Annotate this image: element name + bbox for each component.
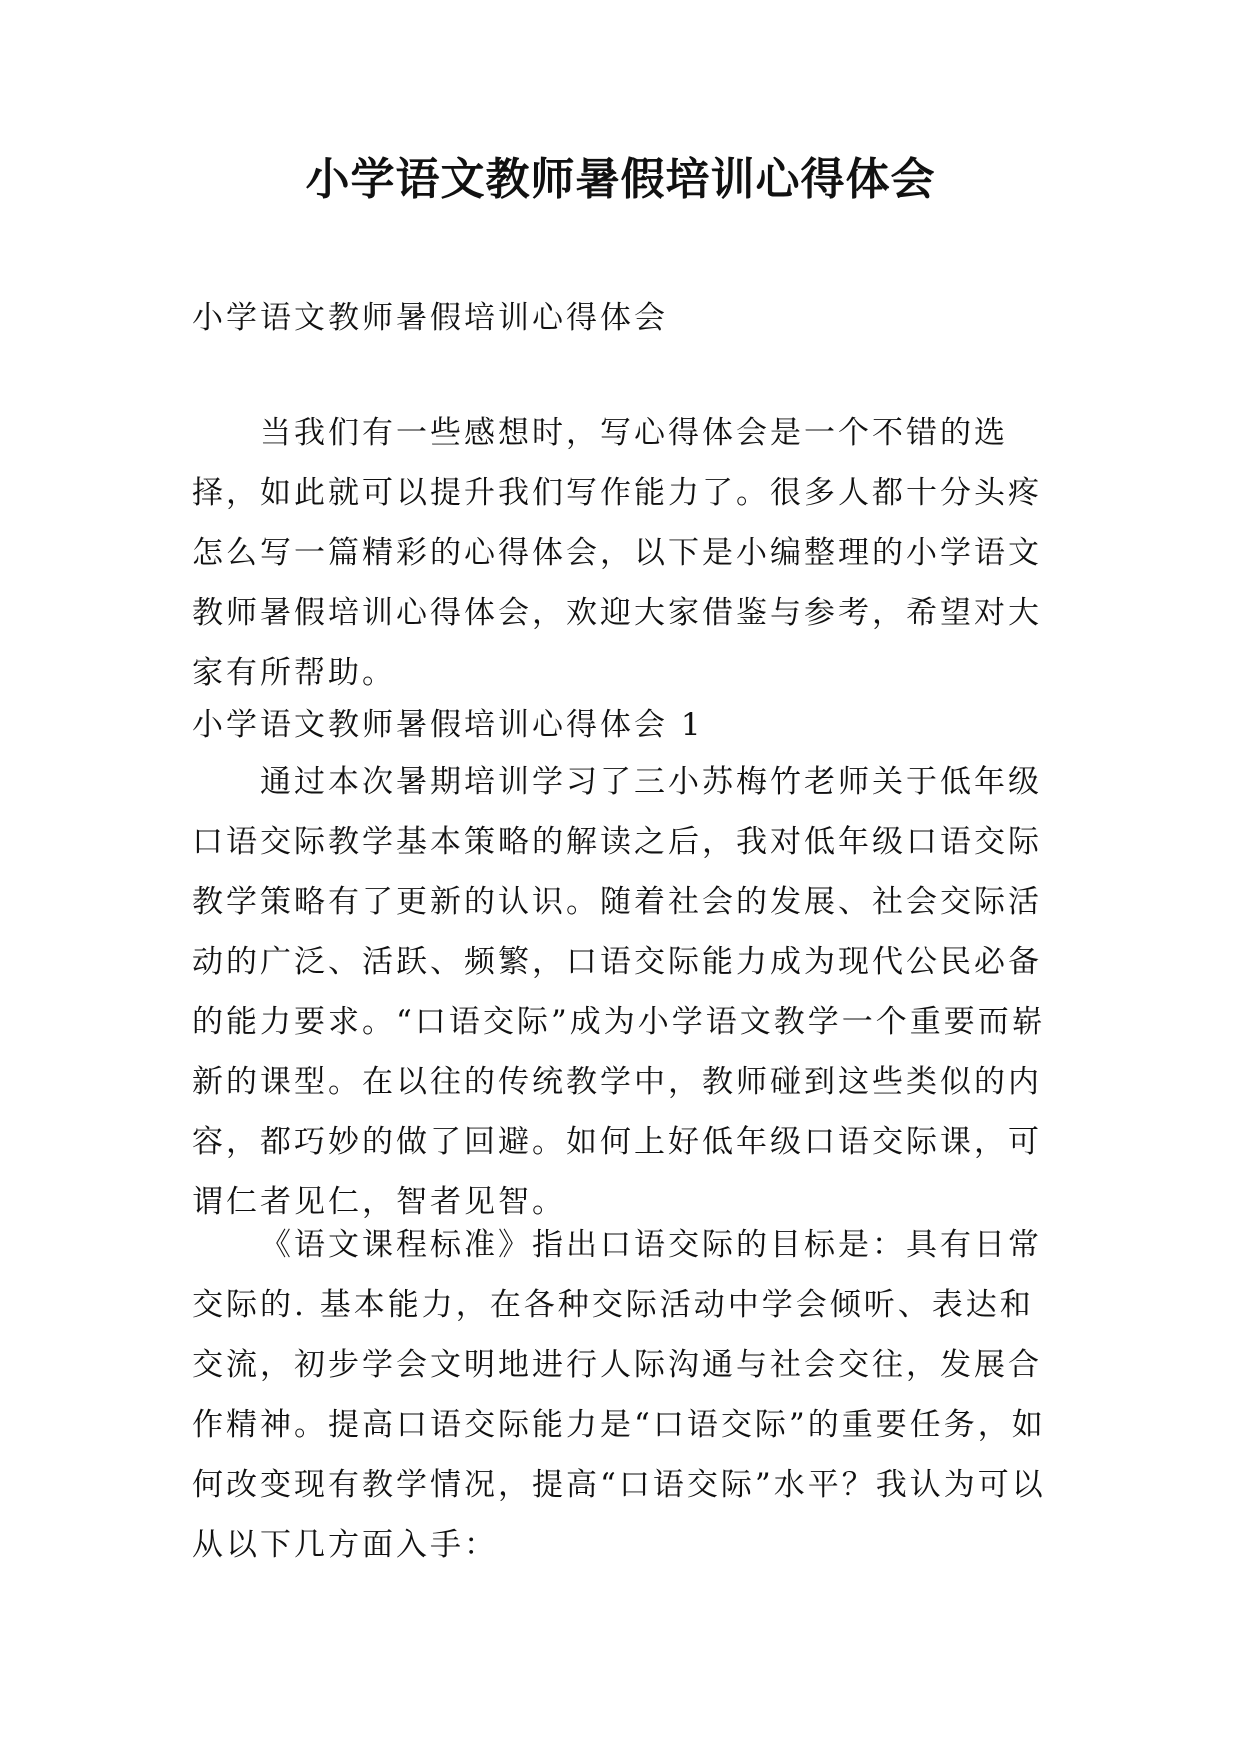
body-paragraph-2: 《语文课程标准》指出口语交际的目标是：具有日常交际的. 基本能力，在各种交际活动中学会倾听、表达和交流，初步学会文明地进行人际沟通与社会交往，发展合作精神。提高口语交际能力是“口语交际”的重要任务，如何改变现有教学情况，提高“口语交际”水平？我认为可以从以下几方面入手： (192, 1227, 1046, 1563)
intro-paragraph: 当我们有一些感想时，写心得体会是一个不错的选择，如此就可以提升我们写作能力了。很多人都十分头疼怎么写一篇精彩的心得体会，以下是小编整理的小学语文教师暑假培训心得体会，欢迎大家借鉴与参考，希望对大家有所帮助。 (192, 415, 1042, 691)
document-title: 小学语文教师暑假培训心得体会 (305, 154, 936, 205)
body-paragraph-1: 通过本次暑期培训学习了三小苏梅竹老师关于低年级口语交际教学基本策略的解读之后，我对低年级口语交际教学策略有了更新的认识。随着社会的发展、社会交际活动的广泛、活跃、频繁，口语交际能力成为现代公民必备的能力要求。“口语交际”成为小学语文教学一个重要而崭新的课型。在以往的传统教学中，教师碰到这些类似的内容，都巧妙的做了回避。如何上好低年级口语交际课，可谓仁者见仁，智者见智。 (192, 764, 1046, 1220)
document-subtitle: 小学语文教师暑假培训心得体会 (192, 300, 668, 336)
section-heading-1: 小学语文教师暑假培训心得体会 1 (192, 707, 704, 743)
